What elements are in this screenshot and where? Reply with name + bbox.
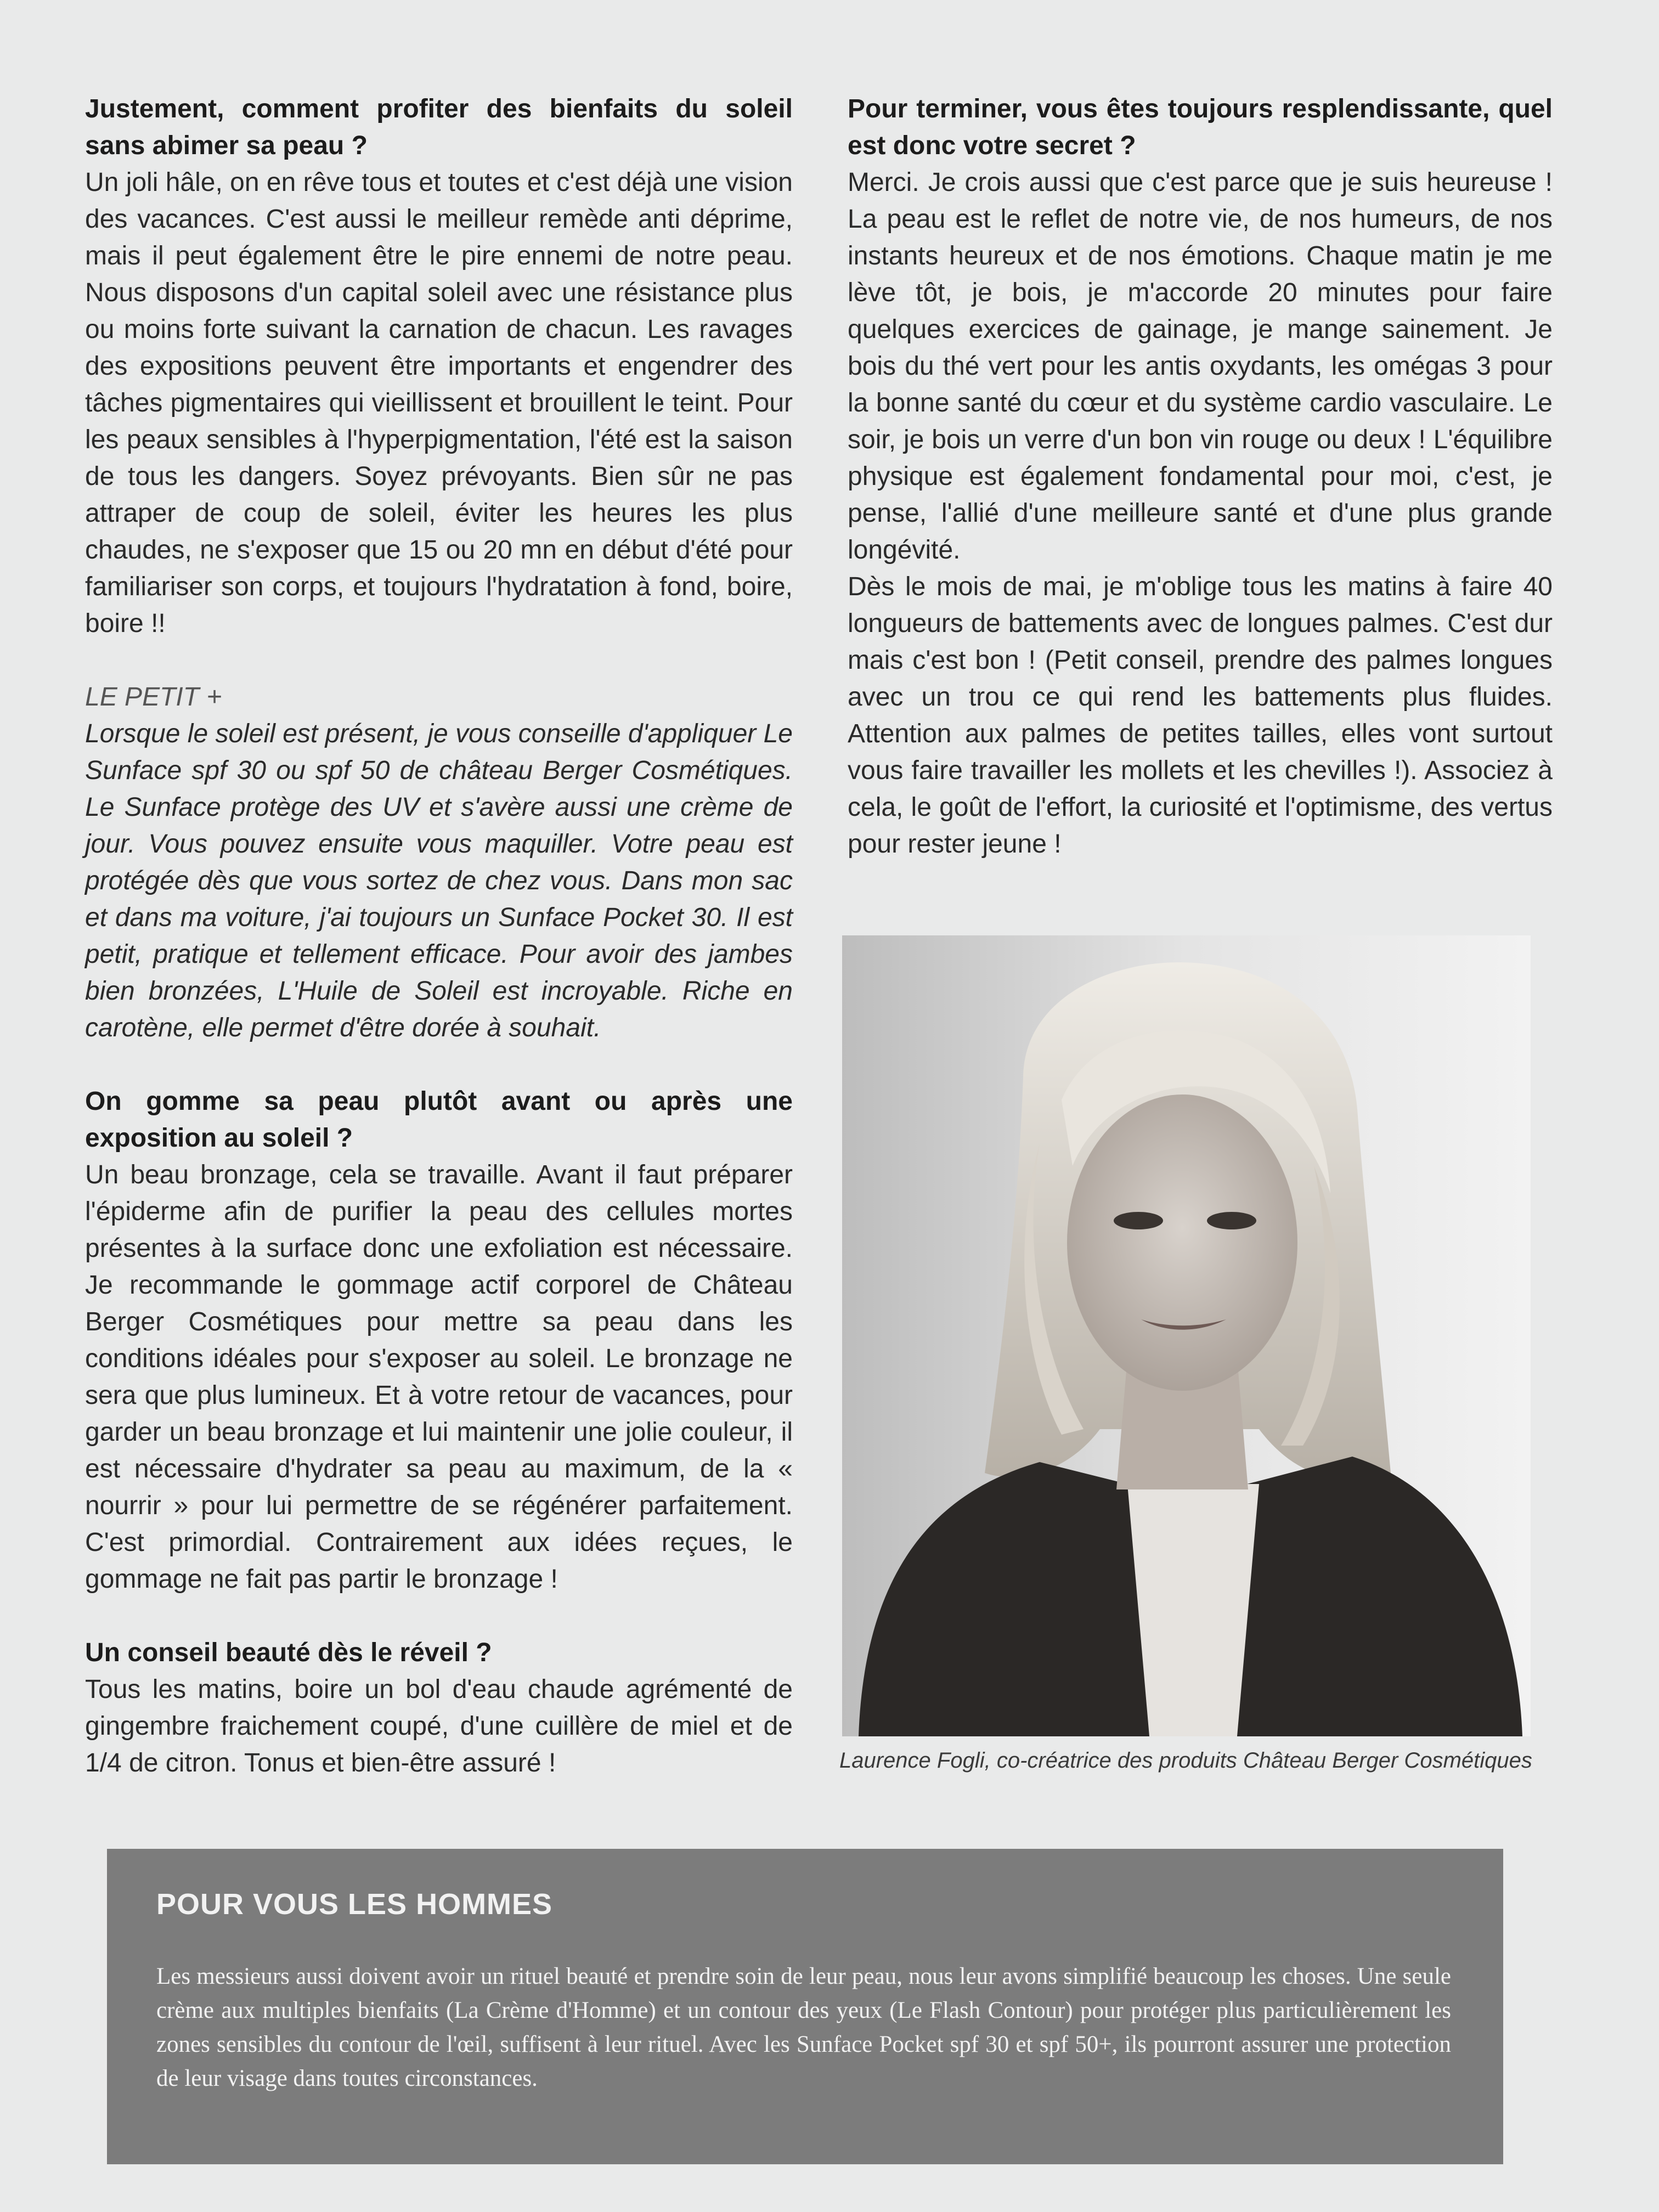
left-column: [85, 91, 793, 1781]
men-section-box: [107, 1849, 1503, 2164]
answer-gommage: Un beau bronzage, cela se travaille. Avant il faut préparer l'épiderme afin de purifier la peau des cellules mortes présentes à la surface donc une exfoliation est nécessaire. Je recommande le gommage actif corporel de Château Berger Cosmétiques pour mettre sa peau dans les conditions idéales pour s'exposer au soleil. Le bronzage ne sera que plus lumineux. Et à votre retour de vacances, pour garder un beau bronzage et lui maintenir une jolie couleur, il est nécessaire d'hydrater sa peau au maximum, de la « nourrir » pour lui permettre de se régénérer parfaitement. C'est primordial. Contrairement aux idées reçues, le gommage ne fait pas partir le bronzage !: [85, 1160, 793, 1594]
men-section-body: Les messieurs aussi doivent avoir un rituel beauté et prendre soin de leur peau, nous leur avons simplifié beaucoup les choses. Une seule crème aux multiples bienfaits (La Crème d'Homme) et un contour des yeux (Le Flash Contour) pour protéger plus particulièrement les zones sensibles du contour de l'œil, suffisent à leur rituel. Avec les Sunface Pocket spf 30 et spf 50+, ils pourront assurer une protection de leur visage dans toutes circonstances.: [156, 1963, 1451, 2091]
answer-secret: Merci. Je crois aussi que c'est parce que je suis heureuse ! La peau est le reflet de notre vie, de nos humeurs, de nos instants heureux et de nos émotions. Chaque matin je me lève tôt, je bois, je m'accorde 20 minutes pour faire quelques exercices de gainage, je mange sainement. Je bois du thé vert pour les antis oxydants, les omégas 3 pour la bonne santé du cœur et du système cardio vasculaire. Le soir, je bois un verre d'un bon vin rouge ou deux ! L'équilibre physique est également fondamental pour moi, c'est, je pense, l'allié d'une meilleure santé et d'une plus grande longévité.: [848, 168, 1553, 565]
answer-sun: Un joli hâle, on en rêve tous et toutes et c'est déjà une vision des vacances. C'est aussi le meilleur remède anti déprime, mais il peut également être le pire ennemi de notre peau. Nous disposons d'un capital soleil avec une résistance plus ou moins forte suivant la carnation de chacun. Les ravages des expositions peuvent être importants et engendrer des tâches pigmentaires qui vieillissent et brouillent le teint. Pour les peaux sensibles à l'hyperpigmentation, l'été est la saison de tous les dangers. Soyez prévoyants. Bien sûr ne pas attraper de coup de soleil, éviter les heures les plus chaudes, ne s'exposer que 15 ou 20 mn en début d'été pour familiariser son corps, et toujours l'hydratation à fond, boire, boire !!: [85, 168, 793, 638]
le-petit-plus-title: LE PETIT +: [85, 682, 222, 712]
portrait-photo: [842, 935, 1531, 1736]
photo-caption: Laurence Fogli, co-créatrice des produits Château Berger Cosmétiques: [839, 1748, 1532, 1773]
answer-secret-continued: Dès le mois de mai, je m'oblige tous les matins à faire 40 longueurs de battements avec de longues palmes. C'est dur mais c'est bon ! (Petit conseil, prendre des palmes longues avec un trou ce qui rend les battements plus fluides. Attention aux palmes de petites tailles, elles vont surtout vous faire travailler les mollets et les chevilles !). Associez à cela, le goût de l'effort, la curiosité et l'optimisme, des vertus pour rester jeune !: [848, 572, 1553, 859]
question-secret: Pour terminer, vous êtes toujours resplendissante, quel est donc votre secret ?: [848, 94, 1553, 160]
question-gommage: On gomme sa peau plutôt avant ou après une exposition au soleil ?: [85, 1087, 793, 1153]
answer-reveil: Tous les matins, boire un bol d'eau chaude agrémenté de gingembre fraichement coupé, d'une cuillère de miel et de 1/4 de citron. Tonus et bien-être assuré !: [85, 1675, 793, 1778]
question-sun: Justement, comment profiter des bienfaits du soleil sans abimer sa peau ?: [85, 94, 793, 160]
men-section-title: POUR VOUS LES HOMMES: [156, 1888, 553, 1921]
right-column: [848, 91, 1553, 862]
question-reveil: Un conseil beauté dès le réveil ?: [85, 1638, 492, 1667]
le-petit-plus-body: Lorsque le soleil est présent, je vous conseille d'appliquer Le Sunface spf 30 ou spf 50 de château Berger Cosmétiques. Le Sunface protège des UV et s'avère aussi une crème de jour. Vous pouvez ensuite vous maquiller. Votre peau est protégée dès que vous sortez de chez vous. Dans mon sac et dans ma voiture, j'ai toujours un Sunface Pocket 30. Il est petit, pratique et tellement efficace. Pour avoir des jambes bien bronzées, L'Huile de Soleil est incroyable. Riche en carotène, elle permet d'être dorée à souhait.: [85, 719, 793, 1042]
